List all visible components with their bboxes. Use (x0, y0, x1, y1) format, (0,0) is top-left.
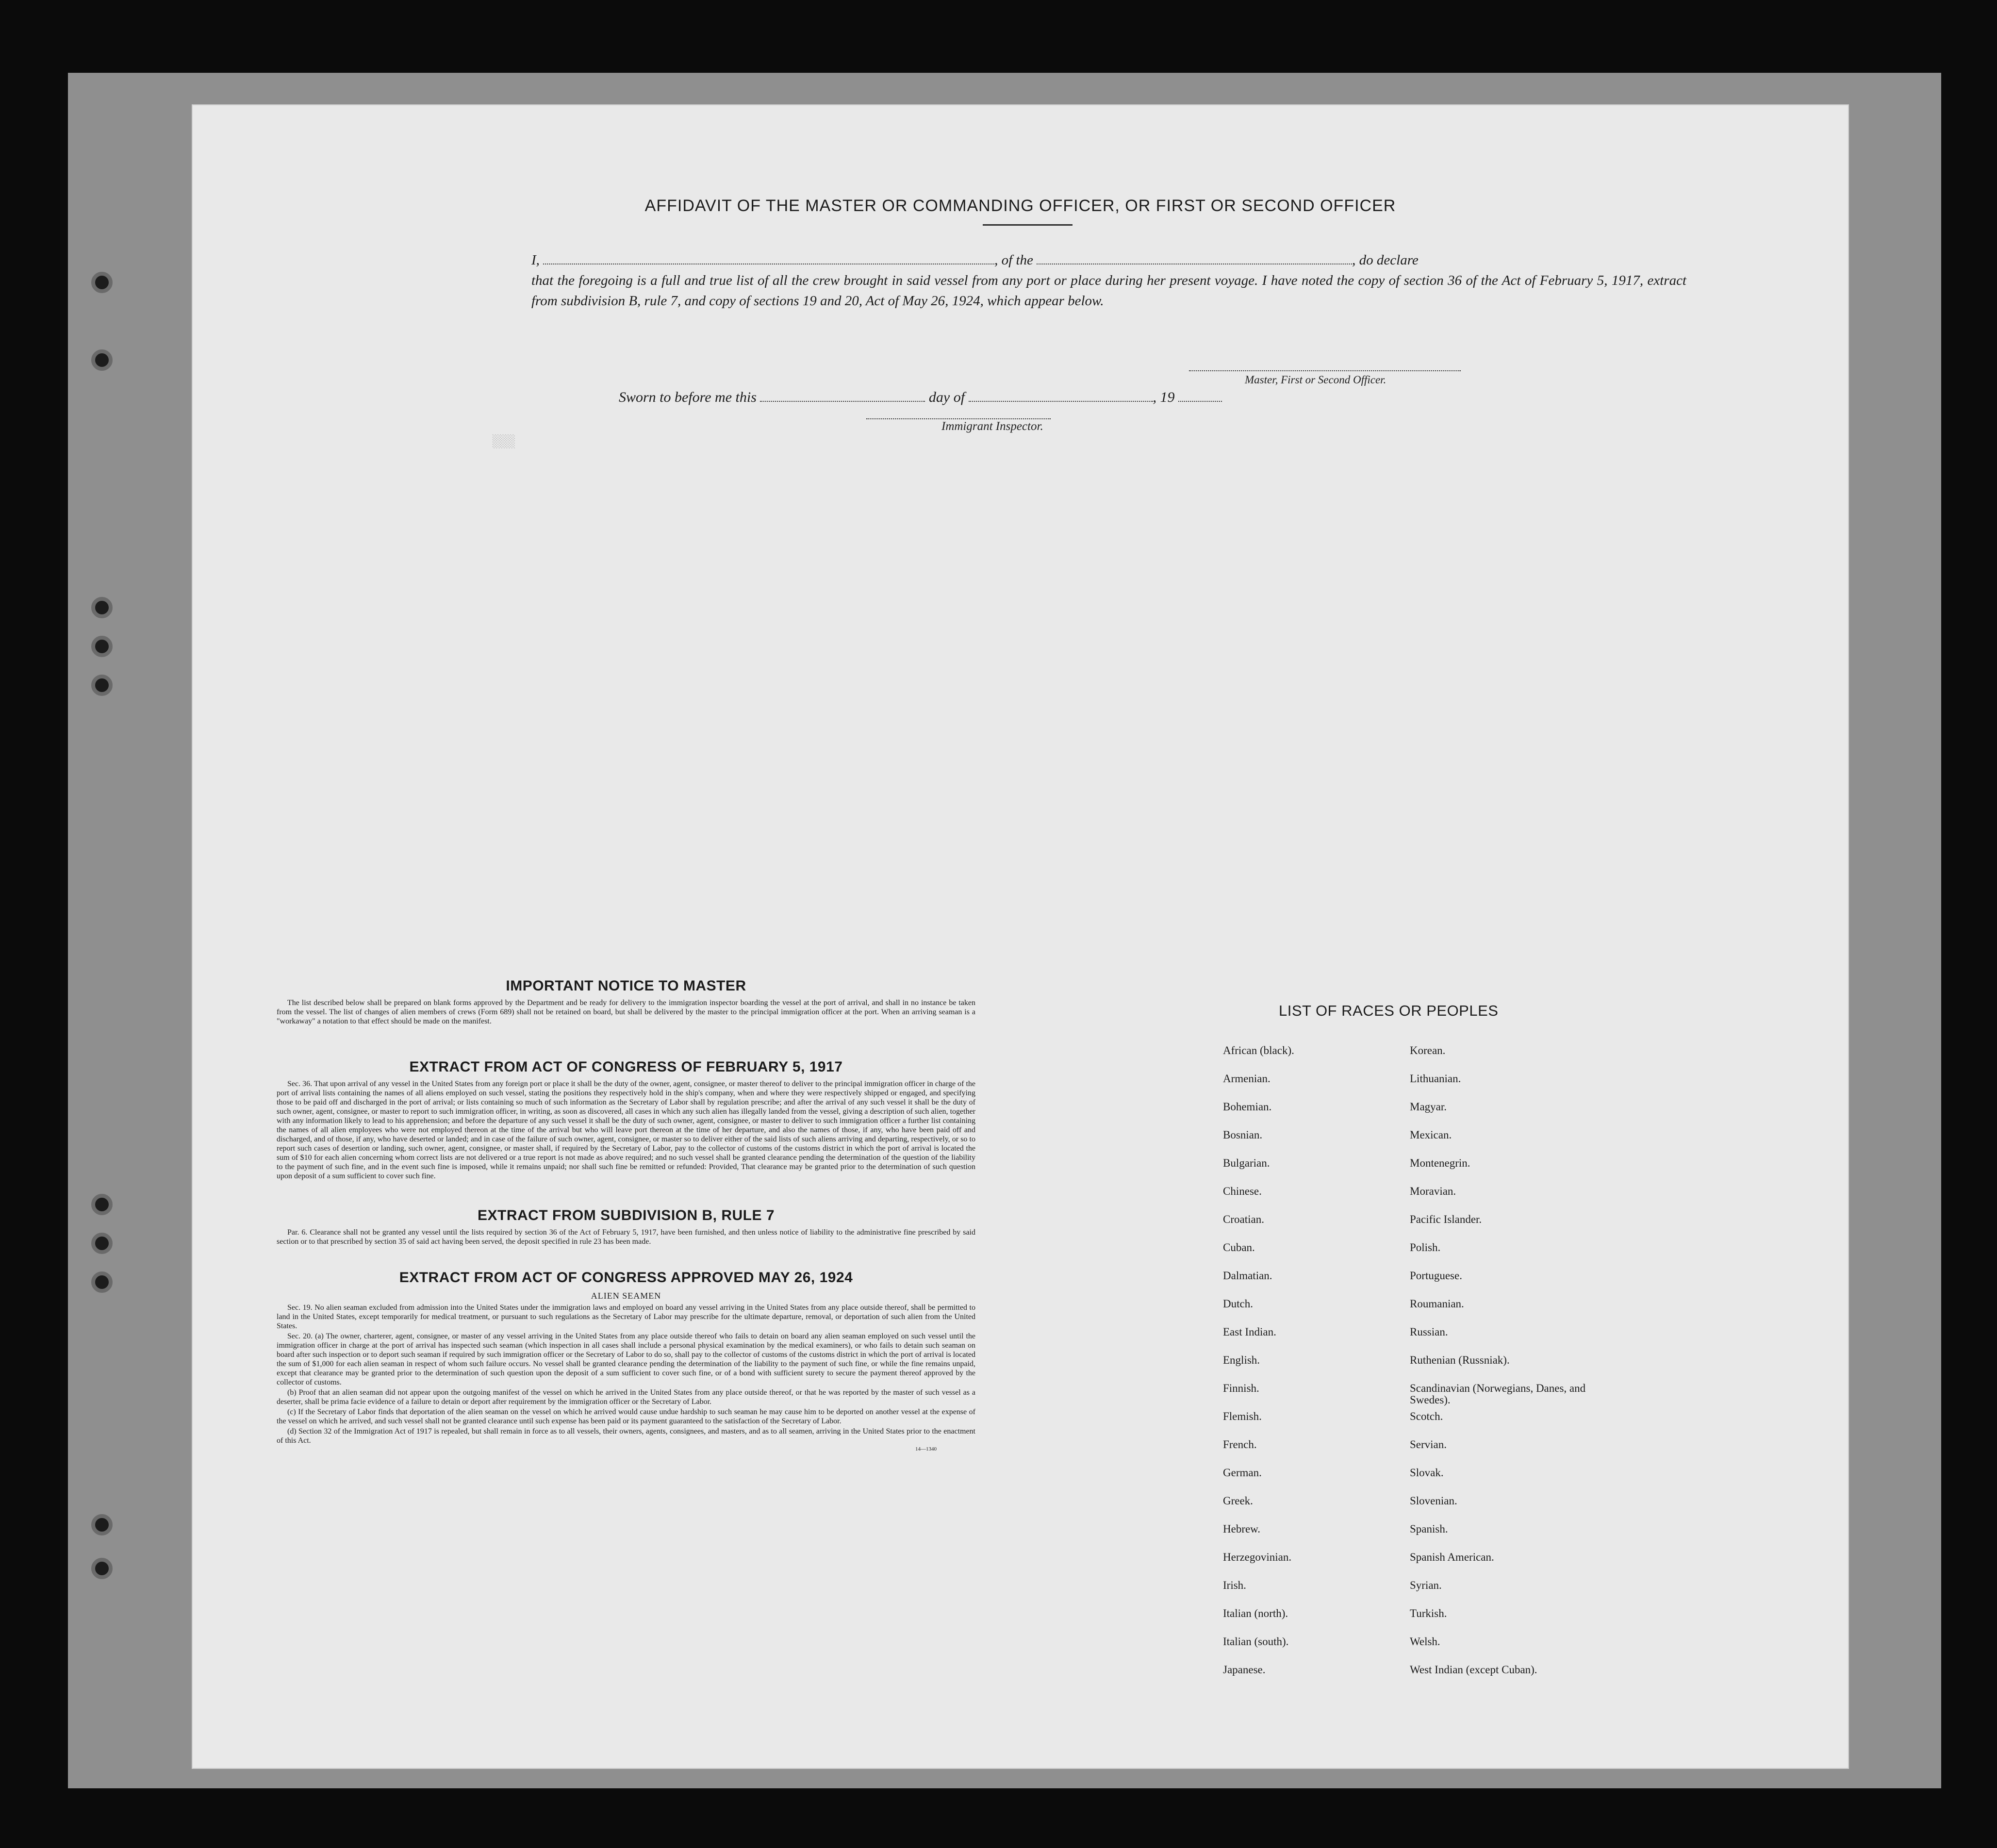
extract-1924-section-20a: Sec. 20. (a) The owner, charterer, agent, consignee, or master of any vessel arriving in the United States from any place outside thereof who fails to detain on board any alien seaman employed on such vessel until the immigration officer in charge at the port of arrival has inspected such seaman (which inspection in all cases shall include a personal physical examination by the medical examiners), or who fails to detain such seaman on board after such inspection or to deport such seaman if required by such immigration officer or the Secretary of Labor to do so, shall pay to the collector of customs of the customs district in which the port of arrival is located the sum of $1,000 for each alien seaman in respect of whom such failure occurs. No vessel shall be granted clearance pending the determination of the liability to the payment of such fine, or while the fine remains unpaid, except that clearance may be granted prior to the determination of such question upon the deposit of a sum sufficient to cover such fine, or of a bond with sufficient surety to secure the payment thereof approved by the collector of customs. (277, 1332, 975, 1386)
binder-ring-hole (91, 597, 113, 618)
race-item: Spanish. (1410, 1523, 1448, 1535)
race-item: Polish. (1410, 1241, 1441, 1254)
affidavit-title: AFFIDAVIT OF THE MASTER OR COMMANDING OFFICER, OR FIRST OR SECOND OFFICER (644, 197, 1396, 215)
race-item: Montenegrin. (1410, 1157, 1470, 1169)
binder-ring-hole (91, 1194, 113, 1215)
races-column-1 (1223, 1045, 1294, 1692)
race-item: Hebrew. (1223, 1523, 1261, 1535)
inspector-caption: Immigrant Inspector. (941, 420, 1043, 433)
races-column-2 (1410, 1045, 1628, 1692)
race-item: Flemish. (1223, 1410, 1262, 1422)
race-item: Magyar. (1410, 1101, 1447, 1113)
race-item: Slovak. (1410, 1467, 1444, 1479)
race-item: Mexican. (1410, 1129, 1452, 1141)
race-item: Roumanian. (1410, 1298, 1464, 1310)
race-item: Bulgarian. (1223, 1157, 1270, 1169)
race-item: Welsh. (1410, 1635, 1440, 1648)
race-item: Russian. (1410, 1326, 1448, 1338)
extract-1924-section-20b: (b) Proof that an alien seaman did not appear upon the outgoing manifest of the vessel on which he arrived in the United States from any place outside thereof, or that he was reported by the master of such vessel as a deserter, shall be prima facie evidence of a failure to detain or deport after requirement by the immigration officer or the Secretary of Labor. (277, 1388, 975, 1406)
race-item: Portuguese. (1410, 1270, 1462, 1282)
race-item: Herzegovinian. (1223, 1551, 1292, 1563)
race-item: West Indian (except Cuban). (1410, 1664, 1537, 1676)
affidavit-form-sheet (192, 104, 1849, 1769)
declaration-do-declare: , do declare (1352, 252, 1419, 268)
declaration-paragraph (531, 250, 1686, 311)
race-item: Japanese. (1223, 1664, 1266, 1676)
race-item: Bosnian. (1223, 1129, 1263, 1141)
race-item: Servian. (1410, 1438, 1447, 1451)
declaration-pronoun: I, (531, 252, 540, 268)
race-item: Cuban. (1223, 1241, 1255, 1254)
binder-ring-hole (91, 349, 113, 371)
races-title: LIST OF RACES OR PEOPLES (1279, 1002, 1499, 1019)
race-item: East Indian. (1223, 1326, 1276, 1338)
binder-ring-hole (91, 1271, 113, 1293)
binder-ring-hole (91, 1233, 113, 1254)
binder-ring-hole (91, 1514, 113, 1535)
extract-rule7-body: Par. 6. Clearance shall not be granted any vessel until the lists required by section 36 of the Act of February 5, 1917, have been furnished, and then unless notice of liability to the administrative fine prescribed by said section or to that prescribed by section 35 of said act having been served, the deposit specified in rule 23 has been made. (277, 1228, 975, 1246)
sworn-year-label: , 19 (1153, 389, 1175, 405)
signature-line[interactable] (1189, 370, 1461, 371)
notice-and-extracts (277, 978, 975, 1452)
extract-1924-title: EXTRACT FROM ACT OF CONGRESS APPROVED MAY 26, 1924 (399, 1270, 853, 1286)
binder-ring-hole (91, 675, 113, 696)
master-name-field[interactable] (543, 253, 994, 264)
extract-1924-section-20d: (d) Section 32 of the Immigration Act of 1917 is repealed, but shall remain in force as to all vessels, their owners, agents, consignees, and masters, and as to all seamen, arriving in the United States prior to the enactment of this Act. (277, 1427, 975, 1445)
extract-rule7-title: EXTRACT FROM SUBDIVISION B, RULE 7 (477, 1207, 775, 1223)
race-item: Armenian. (1223, 1072, 1271, 1085)
sworn-prefix: Sworn to before me this (619, 389, 757, 405)
race-item: Spanish American. (1410, 1551, 1494, 1563)
sworn-date-field[interactable] (760, 390, 925, 402)
race-item: Finnish. (1223, 1382, 1259, 1394)
extract-1917-body: Sec. 36. That upon arrival of any vessel in the United States from any foreign port or place it shall be the duty of the owner, agent, consignee, or master thereof to deliver to the principal immigration officer in charge of the port of arrival lists containing the names of all aliens employed on such vessel, stating the positions they respectively hold in the ship's company, when and where they were respectively shipped or engaged, and specifying those to be paid off and discharged in the port of arrival; or lists containing so much of such information as the Secretary of Labor shall by regulation prescribe; and after the arrival of any such vessel it shall be the duty of such owner, agent, consignee, or master to report to such immigration officer, in writing, as soon as discovered, all cases in which any such alien has illegally landed from the vessel, giving a description of such alien, together with any information likely to lead to his apprehension; and before the departure of any such vessel it shall be the duty of such owner, agent, consignee, or master to deliver to such immigration officer a further list containing the names of all alien employees who were not employed thereon at the time of the arrival but who will leave port thereon at the time of her departure, and also the names of those, if any, who have been paid off and discharged, and of those, if any, who have deserted or landed; and in case of the failure of such owner, agent, consignee, or master so to deliver either of the said lists of such aliens arriving and departing, respectively, or so to report such cases of desertion or landing, such owner, agent, consignee, or master shall, if required by the Secretary of Labor, pay to the collector of customs of the customs district in which the port of arrival is located the sum of $10 for each alien concerning whom correct lists are not delivered or a true report is not made as above required; and no such vessel shall be granted clearance pending the determination of the question of the liability to the payment of such fine, and in the event such fine is imposed, while it remains unpaid; nor shall such fine be remitted or refunded: Provided, That clearance may be granted prior to the determination of such question upon deposit of a sum sufficient to cover such fine. (277, 1080, 975, 1180)
form-number: 14—1340 (915, 1446, 937, 1452)
extract-1924-section-20c: (c) If the Secretary of Labor finds that deportation of the alien seaman on the vessel on which he arrived would cause undue hardship to such seaman he may cause him to be deported on another vessel at the expense of the vessel on which he arrived, and such vessel shall not be granted clearance until such expense has been paid or its payment guaranteed to the satisfaction of the Secretary of Labor. (277, 1408, 975, 1425)
race-item: African (black). (1223, 1044, 1294, 1056)
sworn-day-label: day of (928, 389, 965, 405)
declaration-of-the: , of the (994, 252, 1033, 268)
race-item: Greek. (1223, 1495, 1253, 1507)
race-item: Moravian. (1410, 1185, 1456, 1197)
race-item: Chinese. (1223, 1185, 1262, 1197)
binder-ring-hole (91, 1558, 113, 1579)
race-item: Lithuanian. (1410, 1072, 1461, 1085)
race-item: English. (1223, 1354, 1260, 1366)
race-item: Scandinavian (Norwegians, Danes, and Swedes). (1410, 1382, 1586, 1406)
race-item: French. (1223, 1438, 1257, 1451)
declaration-text: that the foregoing is a full and true list of all the crew brought in said vessel from any port or place during her present voyage. I have noted the copy of section 36 of the Act of February 5, 1917, extract from subdivision B, rule 7, and copy of sections 19 and 20, Act of May 26, 1924, which appear below. (531, 273, 1686, 309)
extract-1917-title: EXTRACT FROM ACT OF CONGRESS OF FEBRUARY 5, 1917 (409, 1059, 843, 1075)
inspector-signature-line[interactable] (866, 418, 1051, 419)
sworn-year-field[interactable] (1178, 390, 1222, 402)
notice-title: IMPORTANT NOTICE TO MASTER (506, 978, 746, 994)
race-item: Dutch. (1223, 1298, 1253, 1310)
sworn-statement (619, 389, 1222, 406)
vessel-name-field[interactable] (1037, 253, 1352, 264)
race-item: Bohemian. (1223, 1101, 1272, 1113)
sworn-month-field[interactable] (969, 390, 1153, 402)
race-item: Italian (north). (1223, 1607, 1288, 1619)
race-item: German. (1223, 1467, 1262, 1479)
race-item: Scotch. (1410, 1410, 1443, 1422)
race-item: Italian (south). (1223, 1635, 1289, 1648)
binder-ring-hole (91, 636, 113, 657)
binder-ring-hole (91, 272, 113, 293)
extract-1924-subtitle: ALIEN SEAMEN (591, 1291, 661, 1301)
notice-body: The list described below shall be prepared on blank forms approved by the Department and be ready for delivery to the immigration inspector boarding the vessel at the port of arrival, and shall in no instance be taken from the vessel. The list of changes of alien members of crews (Form 689) shall not be retained on board, but shall be delivered by the master to the principal immigration officer at the port. When an arriving seaman is a "workaway" a notation to that effect should be made on the manifest. (277, 999, 975, 1025)
race-item: Korean. (1410, 1044, 1446, 1056)
race-item: Slovenian. (1410, 1495, 1457, 1507)
race-item: Irish. (1223, 1579, 1246, 1591)
race-item: Syrian. (1410, 1579, 1442, 1591)
title-underline (983, 224, 1073, 226)
race-item: Pacific Islander. (1410, 1213, 1482, 1225)
race-item: Turkish. (1410, 1607, 1447, 1619)
signature-caption: Master, First or Second Officer. (1245, 374, 1386, 386)
extract-1924-section-19: Sec. 19. No alien seaman excluded from admission into the United States under the immigration laws and employed on board any vessel arriving in the United States from any place outside thereof, shall be permitted to land in the United States, except temporarily for medical treatment, or pursuant to such regulations as the Secretary of Labor may prescribe for the ultimate departure, removal, or deportation of such alien from the United States. (277, 1304, 975, 1330)
race-item: Ruthenian (Russniak). (1410, 1354, 1510, 1366)
race-item: Croatian. (1223, 1213, 1264, 1225)
bleed-through-manifest-row: ░░░ (493, 434, 515, 449)
race-item: Dalmatian. (1223, 1270, 1272, 1282)
